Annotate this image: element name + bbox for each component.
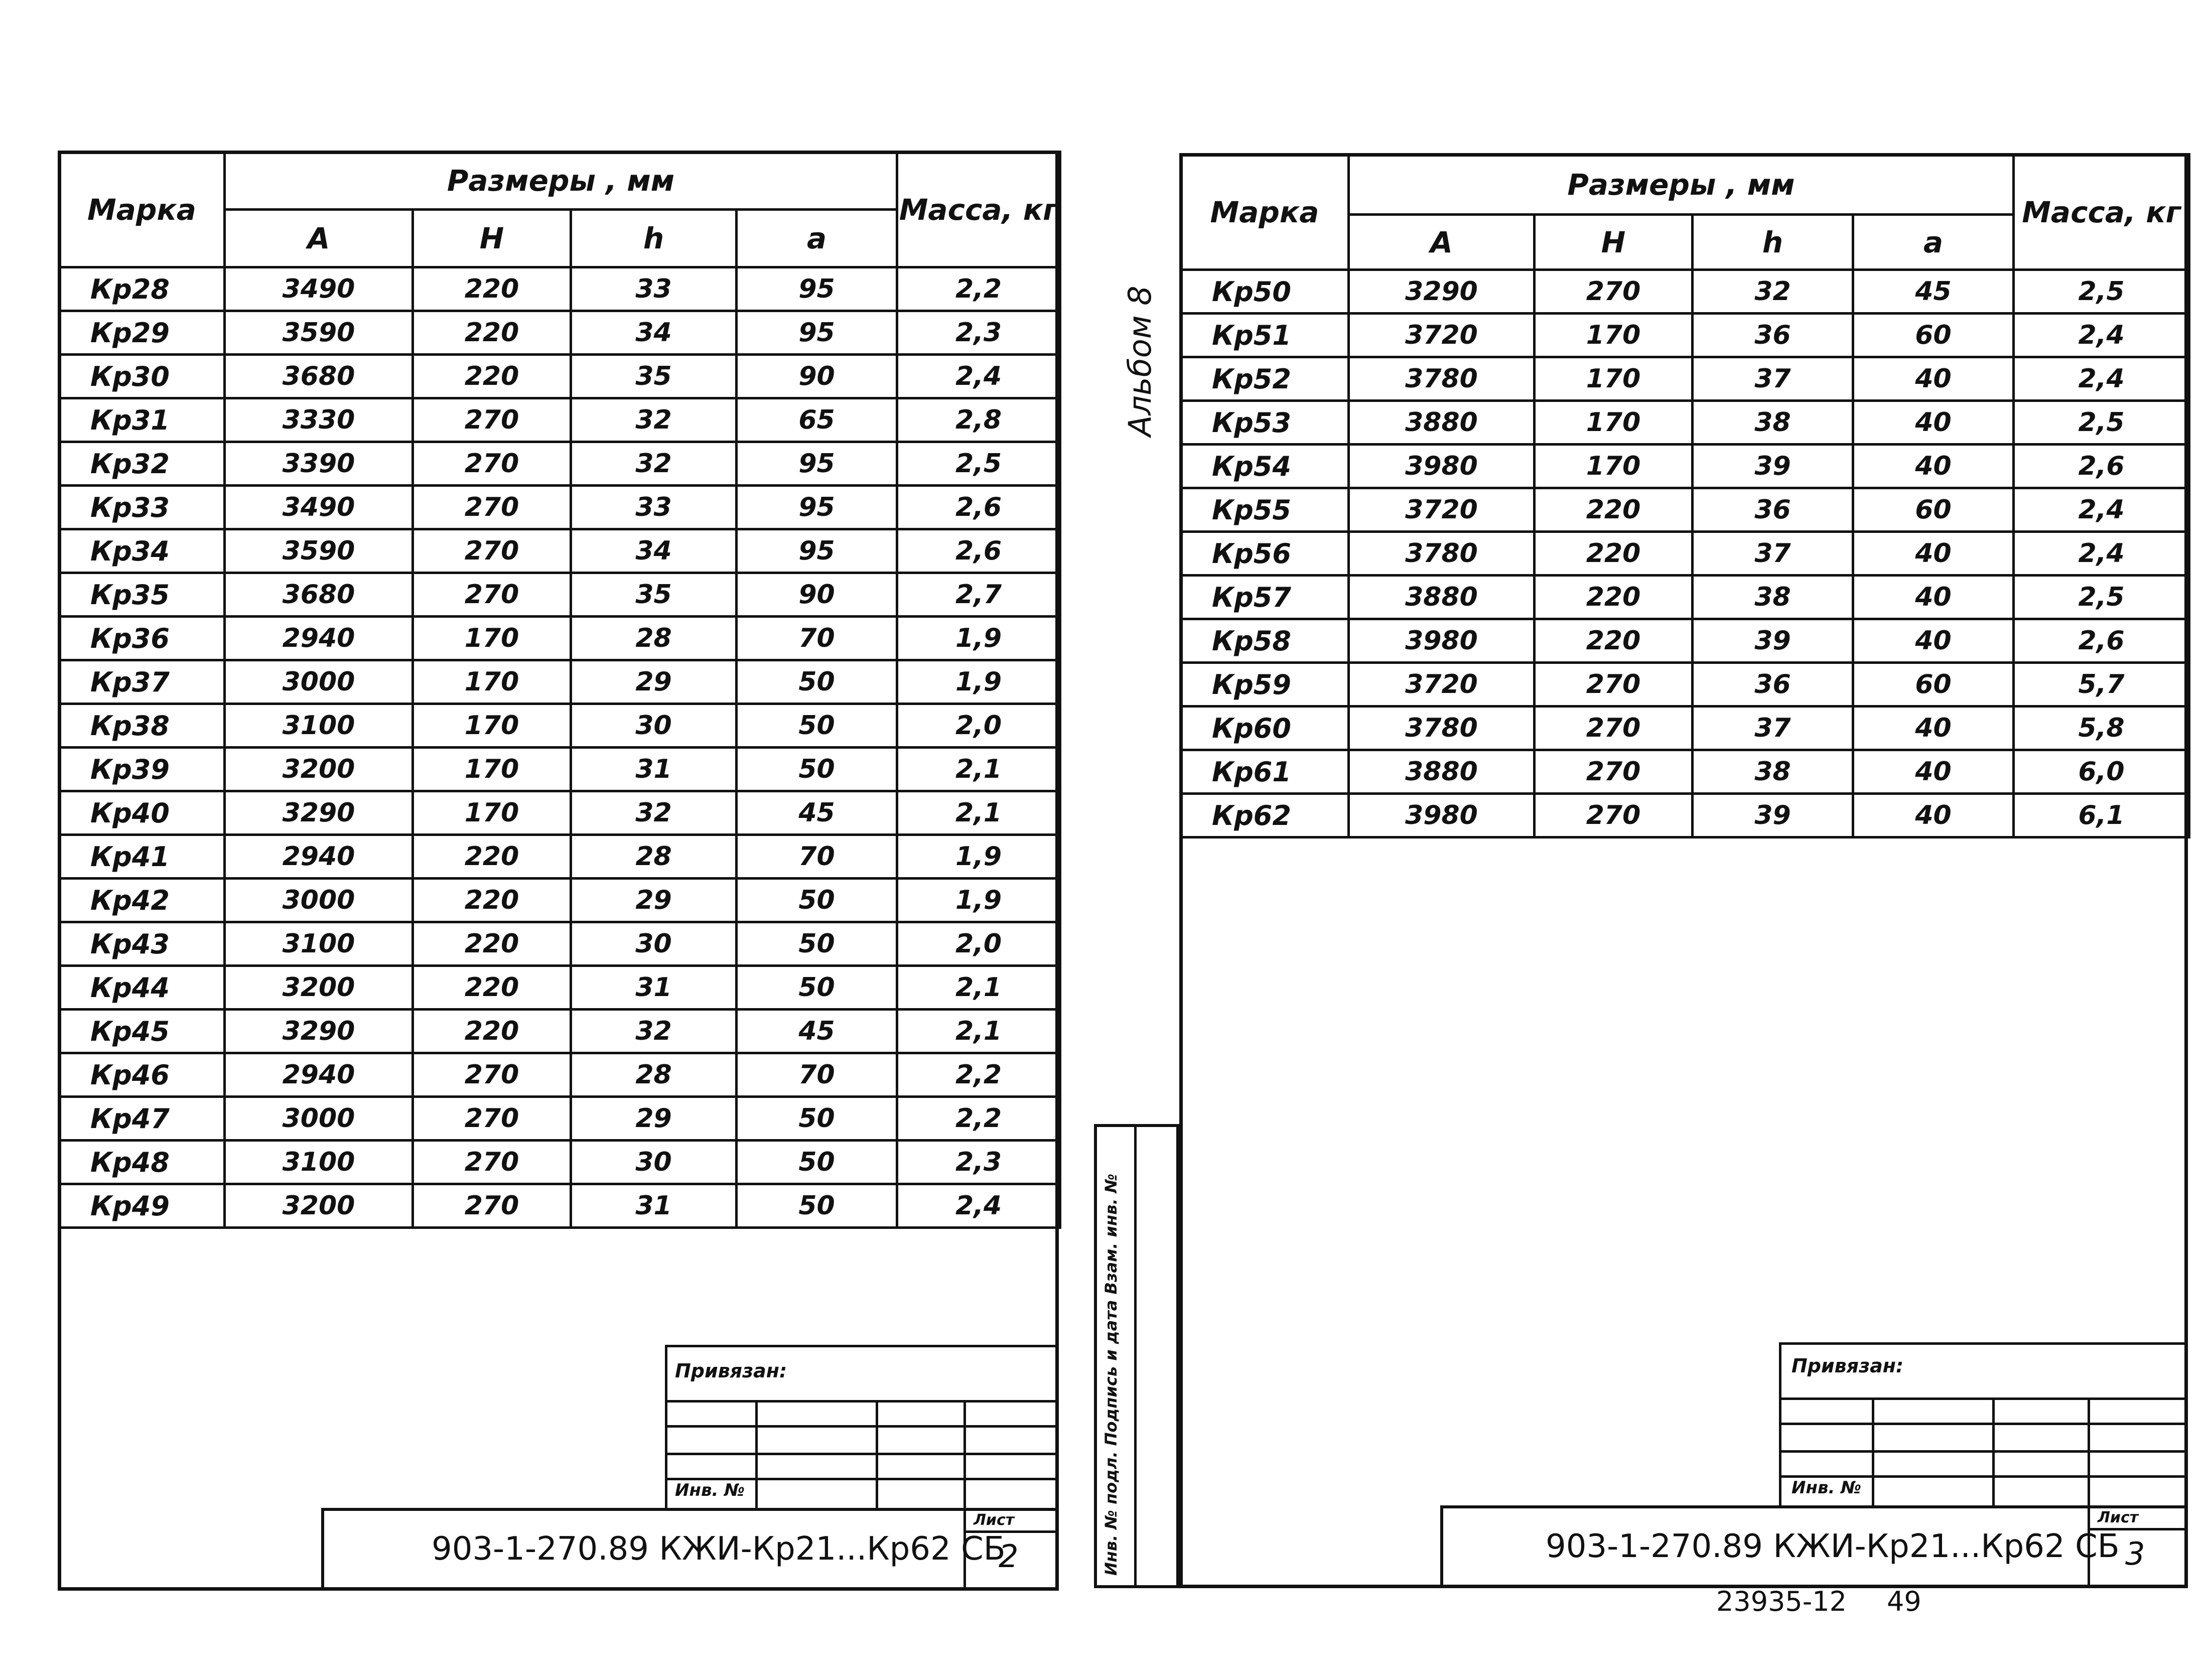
row-mass: 1,9 [897,835,1060,879]
table-row [1181,270,2189,314]
bound-grid-col-3 [2088,1397,2090,1505]
row-mark: Кр52 [1181,357,1349,401]
table-row [59,748,1060,791]
header-mass: Масса, кг [897,152,1060,267]
row-mark: Кр58 [1181,619,1349,663]
row-A: 3100 [225,704,413,748]
row-a: 45 [737,1010,897,1053]
row-mark: Кр55 [1181,488,1349,532]
row-mark: Кр42 [59,879,225,922]
row-h: 32 [571,398,737,442]
row-a: 40 [1853,532,2014,576]
row-a: 50 [737,922,897,966]
row-H: 220 [413,835,571,879]
table-row [59,1097,1060,1141]
row-A: 3720 [1349,663,1535,707]
row-A: 3330 [225,398,413,442]
row-H: 270 [1535,794,1693,837]
row-A: 3780 [1349,707,1535,750]
row-h: 32 [1693,270,1853,314]
row-mark: Кр48 [59,1141,225,1184]
row-H: 270 [413,486,571,529]
table-row [59,529,1060,573]
row-A: 3880 [1349,401,1535,445]
row-a: 40 [1853,750,2014,794]
row-H: 170 [413,748,571,791]
row-mass: 2,6 [897,529,1060,573]
row-A: 3680 [225,355,413,398]
bound-grid-col-2 [876,1400,878,1510]
row-mass: 2,4 [2014,488,2189,532]
row-mass: 2,4 [2014,532,2189,576]
row-h: 39 [1693,794,1853,837]
table-row [59,442,1060,486]
row-h: 32 [571,442,737,486]
bound-label: Привязан: [1791,1355,1904,1377]
row-mass: 2,0 [897,704,1060,748]
row-a: 50 [737,1141,897,1184]
row-mass: 2,7 [897,573,1060,617]
row-H: 170 [413,617,571,660]
row-A: 3000 [225,660,413,704]
row-mark: Кр39 [59,748,225,791]
row-mass: 2,5 [897,442,1060,486]
row-A: 2940 [225,1053,413,1097]
table-row [1181,619,2189,663]
table-row [1181,663,2189,707]
row-mark: Кр29 [59,311,225,355]
row-mass: 2,4 [2014,357,2189,401]
right-sheet-no-line [2088,1528,2188,1530]
bound-grid-col-2 [1992,1397,1995,1505]
table-row [1181,401,2189,445]
row-mark: Кр60 [1181,707,1349,750]
bound-block-top [665,1345,1059,1347]
row-mark: Кр45 [59,1010,225,1053]
row-H: 220 [1535,619,1693,663]
row-H: 220 [413,1010,571,1053]
table-row [1181,488,2189,532]
row-H: 170 [1535,445,1693,488]
bound-grid-line-2 [1779,1423,2188,1425]
row-mark: Кр44 [59,966,225,1010]
right-spec-table [1179,153,2190,838]
row-mass: 2,1 [897,1010,1060,1053]
row-mark: Кр36 [59,617,225,660]
row-A: 3390 [225,442,413,486]
row-mark: Кр61 [1181,750,1349,794]
row-A: 3000 [225,1097,413,1141]
row-a: 40 [1853,794,2014,837]
row-A: 3680 [225,573,413,617]
table-row [1181,532,2189,576]
row-h: 30 [571,1141,737,1184]
row-H: 270 [413,1053,571,1097]
header-A: A [1349,215,1535,270]
row-mass: 2,4 [897,1184,1060,1228]
row-a: 50 [737,966,897,1010]
row-a: 40 [1853,357,2014,401]
row-A: 3290 [225,1010,413,1053]
row-mass: 2,8 [897,398,1060,442]
table-row [59,879,1060,922]
row-a: 90 [737,355,897,398]
row-H: 220 [1535,576,1693,619]
row-mass: 2,6 [2014,619,2189,663]
order-number: 23935-12 [1716,1586,1847,1617]
row-a: 95 [737,486,897,529]
row-A: 3980 [1349,619,1535,663]
row-mass: 2,0 [897,922,1060,966]
row-H: 220 [413,355,571,398]
right-sheet-label: Лист [2098,1509,2139,1526]
row-H: 270 [413,573,571,617]
row-mass: 2,4 [2014,314,2189,357]
row-mark: Кр40 [59,791,225,835]
row-H: 270 [1535,750,1693,794]
row-H: 220 [413,922,571,966]
row-H: 270 [413,1184,571,1228]
row-mass: 2,4 [897,355,1060,398]
table-row [59,660,1060,704]
table-row [59,573,1060,617]
table-row [59,355,1060,398]
row-h: 39 [1693,445,1853,488]
right-sheet [1079,0,2208,1680]
row-a: 95 [737,529,897,573]
row-H: 270 [413,529,571,573]
table-row [59,1010,1060,1053]
row-a: 95 [737,442,897,486]
row-A: 3100 [225,1141,413,1184]
row-H: 270 [413,1141,571,1184]
row-A: 3720 [1349,314,1535,357]
table-row [59,791,1060,835]
row-mass: 5,7 [2014,663,2189,707]
row-H: 270 [413,442,571,486]
row-mass: 2,3 [897,311,1060,355]
table-row [59,311,1060,355]
row-A: 3490 [225,486,413,529]
row-mark: Кр53 [1181,401,1349,445]
header-mark: Марка [59,152,225,267]
row-h: 33 [571,267,737,311]
row-h: 28 [571,617,737,660]
table-row [59,617,1060,660]
row-A: 3720 [1349,488,1535,532]
row-h: 31 [571,1184,737,1228]
row-mark: Кр62 [1181,794,1349,837]
row-A: 3780 [1349,532,1535,576]
table-row [1181,794,2189,837]
row-h: 36 [1693,488,1853,532]
row-A: 3880 [1349,750,1535,794]
header-h: h [1693,215,1853,270]
row-A: 3490 [225,267,413,311]
table-row [1181,576,2189,619]
row-a: 50 [737,1184,897,1228]
row-mark: Кр31 [59,398,225,442]
row-A: 3200 [225,966,413,1010]
row-mark: Кр46 [59,1053,225,1097]
row-h: 30 [571,922,737,966]
row-mass: 2,1 [897,966,1060,1010]
header-h: h [571,210,737,267]
row-a: 70 [737,835,897,879]
row-mark: Кр57 [1181,576,1349,619]
left-table-body [59,267,1060,1228]
page-number: 49 [1887,1586,1921,1617]
row-A: 3780 [1349,357,1535,401]
row-h: 29 [571,660,737,704]
row-a: 50 [737,660,897,704]
row-mass: 2,6 [2014,445,2189,488]
row-h: 29 [571,1097,737,1141]
row-mass: 2,6 [897,486,1060,529]
row-A: 3980 [1349,794,1535,837]
table-row [59,267,1060,311]
row-h: 36 [1693,314,1853,357]
header-H: H [1535,215,1693,270]
row-a: 70 [737,617,897,660]
row-H: 220 [413,879,571,922]
row-h: 28 [571,835,737,879]
bound-block-left [665,1345,667,1510]
table-row [1181,750,2189,794]
row-mass: 6,0 [2014,750,2189,794]
table-row [59,966,1060,1010]
left-sheet-no-divider [963,1508,966,1591]
header-a: a [737,210,897,267]
row-h: 37 [1693,707,1853,750]
row-mark: Кр30 [59,355,225,398]
row-A: 3590 [225,311,413,355]
row-h: 31 [571,748,737,791]
bound-grid-line-1 [1779,1397,2188,1400]
row-mark: Кр34 [59,529,225,573]
header-H: H [413,210,571,267]
row-a: 65 [737,398,897,442]
left-spec-table [58,151,1061,1229]
row-h: 29 [571,879,737,922]
row-h: 37 [1693,532,1853,576]
row-a: 60 [1853,488,2014,532]
right-table-body [1181,270,2189,837]
row-A: 3000 [225,879,413,922]
left-sheet-no-line [963,1530,1059,1533]
row-h: 31 [571,966,737,1010]
row-mark: Кр59 [1181,663,1349,707]
row-H: 170 [413,704,571,748]
row-A: 3200 [225,1184,413,1228]
row-h: 36 [1693,663,1853,707]
row-H: 220 [1535,488,1693,532]
left-sheet-label: Лист [974,1511,1015,1529]
bound-grid-line-3 [665,1453,1059,1455]
row-mark: Кр33 [59,486,225,529]
row-mass: 2,2 [897,1053,1060,1097]
row-H: 170 [413,660,571,704]
left-stamp-code: 903-1-270.89 КЖИ-Кр21...Кр62 СБ [432,1530,1006,1568]
row-mark: Кр41 [59,835,225,879]
row-A: 3980 [1349,445,1535,488]
table-row [59,1184,1060,1228]
row-h: 34 [571,311,737,355]
row-A: 3290 [1349,270,1535,314]
row-mark: Кр37 [59,660,225,704]
row-mark: Кр54 [1181,445,1349,488]
row-a: 50 [737,748,897,791]
inv-label: Инв. № [1791,1478,1862,1498]
row-a: 50 [737,879,897,922]
table-row [1181,445,2189,488]
row-H: 220 [413,311,571,355]
side-strip-divider [1134,1124,1137,1588]
row-mass: 1,9 [897,617,1060,660]
row-A: 3590 [225,529,413,573]
row-a: 50 [737,1097,897,1141]
row-mass: 6,1 [2014,794,2189,837]
row-mark: Кр43 [59,922,225,966]
row-mass: 2,5 [2014,270,2189,314]
row-mass: 2,3 [897,1141,1060,1184]
header-dimensions: Размеры , мм [1349,155,2014,215]
bound-grid-col-1 [1872,1397,1874,1505]
header-A: A [225,210,413,267]
row-a: 70 [737,1053,897,1097]
header-dimensions: Размеры , мм [225,152,897,210]
row-h: 38 [1693,401,1853,445]
bound-grid-line-3 [1779,1450,2188,1453]
row-A: 2940 [225,617,413,660]
row-h: 38 [1693,576,1853,619]
row-mark: Кр35 [59,573,225,617]
row-mark: Кр51 [1181,314,1349,357]
row-A: 3880 [1349,576,1535,619]
row-mark: Кр49 [59,1184,225,1228]
bound-grid-line-1 [665,1400,1059,1403]
row-mass: 1,9 [897,879,1060,922]
row-h: 32 [571,791,737,835]
row-H: 220 [413,966,571,1010]
row-h: 32 [571,1010,737,1053]
row-a: 40 [1853,707,2014,750]
row-h: 33 [571,486,737,529]
row-a: 90 [737,573,897,617]
row-H: 270 [1535,707,1693,750]
row-h: 38 [1693,750,1853,794]
row-a: 60 [1853,314,2014,357]
row-mass: 5,8 [2014,707,2189,750]
row-mass: 2,1 [897,748,1060,791]
row-h: 35 [571,355,737,398]
row-A: 2940 [225,835,413,879]
row-mass: 1,9 [897,660,1060,704]
row-H: 170 [413,791,571,835]
table-row [1181,314,2189,357]
table-row [59,486,1060,529]
row-a: 40 [1853,401,2014,445]
bound-block-top [1779,1342,2188,1345]
row-H: 270 [413,398,571,442]
row-mass: 2,2 [897,1097,1060,1141]
header-a: a [1853,215,2014,270]
row-mass: 2,1 [897,791,1060,835]
table-row [1181,707,2189,750]
row-mark: Кр28 [59,267,225,311]
row-a: 40 [1853,445,2014,488]
row-mass: 2,2 [897,267,1060,311]
row-mark: Кр38 [59,704,225,748]
row-a: 95 [737,267,897,311]
row-A: 3290 [225,791,413,835]
row-a: 60 [1853,663,2014,707]
row-mass: 2,5 [2014,401,2189,445]
row-mark: Кр47 [59,1097,225,1141]
row-mark: Кр50 [1181,270,1349,314]
table-row [59,835,1060,879]
table-row [59,398,1060,442]
row-mark: Кр32 [59,442,225,486]
row-H: 270 [1535,663,1693,707]
right-stamp-code: 903-1-270.89 КЖИ-Кр21...Кр62 СБ [1546,1528,2120,1565]
row-a: 40 [1853,619,2014,663]
row-A: 3100 [225,922,413,966]
row-H: 270 [413,1097,571,1141]
row-H: 170 [1535,314,1693,357]
table-row [1181,357,2189,401]
inv-label: Инв. № [675,1480,745,1500]
row-h: 30 [571,704,737,748]
row-mark: Кр56 [1181,532,1349,576]
table-row [59,922,1060,966]
row-a: 45 [737,791,897,835]
row-h: 34 [571,529,737,573]
row-H: 170 [1535,401,1693,445]
header-mark: Марка [1181,155,1349,270]
row-a: 95 [737,311,897,355]
row-A: 3200 [225,748,413,791]
row-h: 35 [571,573,737,617]
table-row [59,1053,1060,1097]
row-H: 270 [1535,270,1693,314]
header-mass: Масса, кг [2014,155,2189,270]
row-H: 220 [1535,532,1693,576]
row-H: 220 [413,267,571,311]
table-row [59,1141,1060,1184]
row-a: 50 [737,704,897,748]
row-a: 45 [1853,270,2014,314]
row-a: 40 [1853,576,2014,619]
row-h: 37 [1693,357,1853,401]
bound-grid-line-2 [665,1425,1059,1428]
row-h: 28 [571,1053,737,1097]
bound-grid-col-3 [963,1400,966,1510]
side-strip-text: Инв. № подл. Подпись и дата Взам. инв. № [1101,1173,1121,1576]
row-mass: 2,5 [2014,576,2189,619]
album-label: Альбом 8 [1122,286,1158,437]
table-row [59,704,1060,748]
bound-label: Привязан: [675,1360,787,1382]
right-sheet-number: 3 [2125,1535,2145,1572]
row-h: 39 [1693,619,1853,663]
row-H: 170 [1535,357,1693,401]
right-sheet-no-divider [2088,1505,2090,1588]
left-sheet-number: 2 [999,1538,1019,1575]
bound-grid-col-1 [755,1400,758,1510]
